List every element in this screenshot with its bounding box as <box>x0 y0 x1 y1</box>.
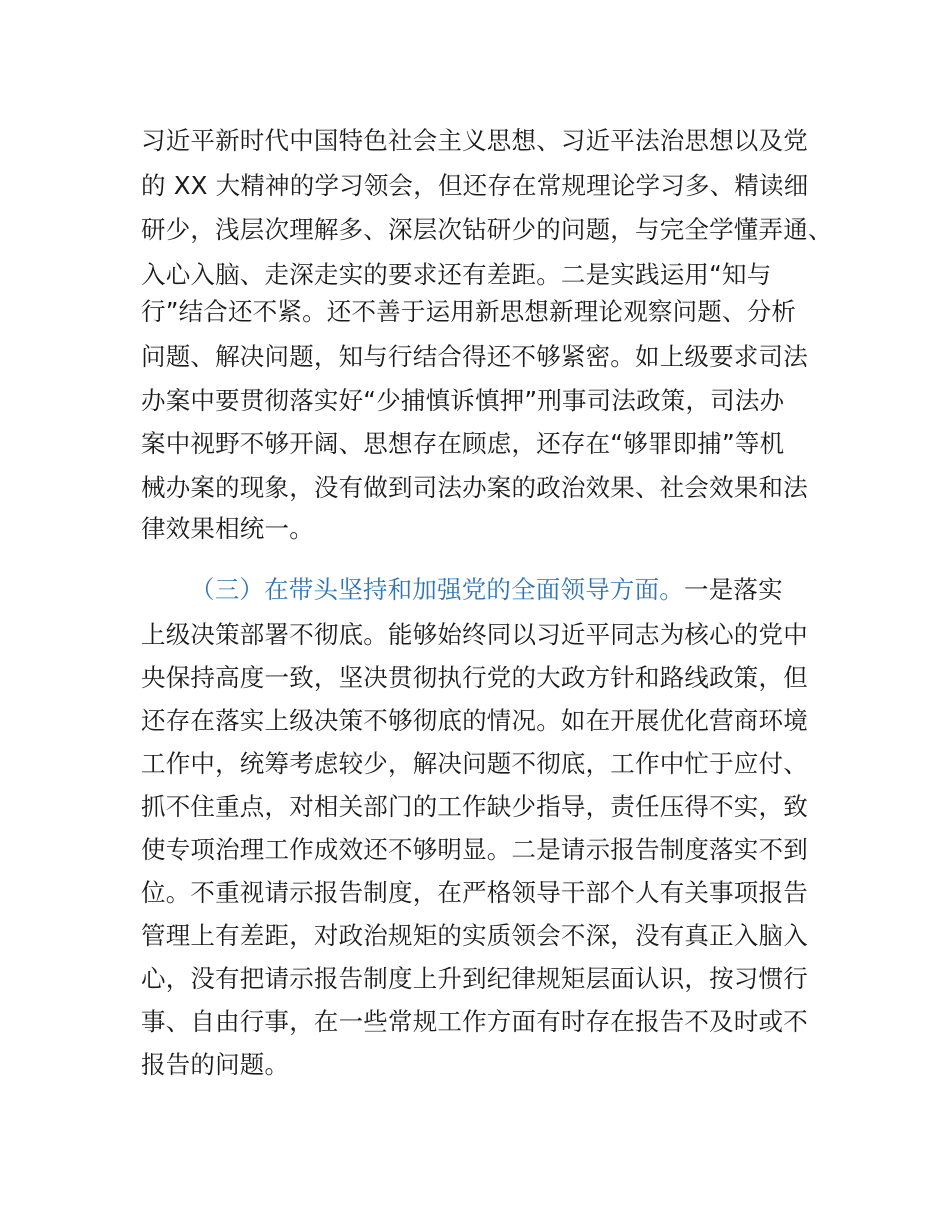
paragraph2-line-3: 央保持高度一致，坚决贯彻执行党的大政方针和路线政策，但 <box>141 663 808 692</box>
paragraph2-line-6: 抓不住重点，对相关部门的工作缺少指导，责任压得不实，致 <box>141 792 808 821</box>
paragraph2-line-4: 还存在落实上级决策不够彻底的情况。如在开展优化营商环境 <box>141 706 808 735</box>
paragraph1-line-1: 习近平新时代中国特色社会主义思想、习近平法治思想以及党 <box>141 126 808 155</box>
paragraph1-line-2: 的 XX 大精神的学习领会，但还存在常规理论学习多、精读细 <box>141 171 809 200</box>
paragraph2-line-11: 事、自由行事，在一些常规工作方面有时存在报告不及时或不 <box>141 1007 808 1036</box>
paragraph2-first-line <box>190 574 783 606</box>
paragraph2-line-8: 位。不重视请示报告制度，在严格领导干部个人有关事项报告 <box>141 878 808 907</box>
section-heading: （三）在带头坚持和加强党的全面领导方面。 <box>190 575 684 604</box>
paragraph1-line-5: 行”结合还不紧。还不善于运用新思想新理论观察问题、分析 <box>141 297 797 326</box>
paragraph1-line-3: 研少，浅层次理解多、深层次钻研少的问题，与完全学懂弄通、 <box>141 215 833 244</box>
paragraph2-line-2: 上级决策部署不彻底。能够始终同以习近平同志为核心的党中 <box>141 620 808 649</box>
paragraph1-line-7: 办案中要贯彻落实好“少捕慎诉慎押”刑事司法政策，司法办 <box>141 386 785 415</box>
paragraph2-line-12: 报告的问题。 <box>141 1050 290 1079</box>
paragraph2-line-7: 使专项治理工作成效还不够明显。二是请示报告制度落实不到 <box>141 835 808 864</box>
paragraph2-first-line-rest: 一是落实 <box>684 575 783 604</box>
paragraph1-line-9: 械办案的现象，没有做到司法办案的政治效果、社会效果和法 <box>141 473 808 502</box>
paragraph1-line-4: 入心入脑、走深走实的要求还有差距。二是实践运用“知与 <box>141 260 772 289</box>
paragraph2-line-10: 心，没有把请示报告制度上升到纪律规矩层面认识，按习惯行 <box>141 964 808 993</box>
paragraph1-line-6: 问题、解决问题，知与行结合得还不够紧密。如上级要求司法 <box>141 342 808 371</box>
paragraph2-line-9: 管理上有差距，对政治规矩的实质领会不深，没有真正入脑入 <box>141 921 808 950</box>
paragraph1-line-10: 律效果相统一。 <box>141 514 314 543</box>
paragraph2-line-5: 工作中，统筹考虑较少，解决问题不彻底，工作中忙于应付、 <box>141 749 808 778</box>
paragraph1-line-8: 案中视野不够开阔、思想存在顾虑，还存在“够罪即捕”等机 <box>141 429 785 458</box>
